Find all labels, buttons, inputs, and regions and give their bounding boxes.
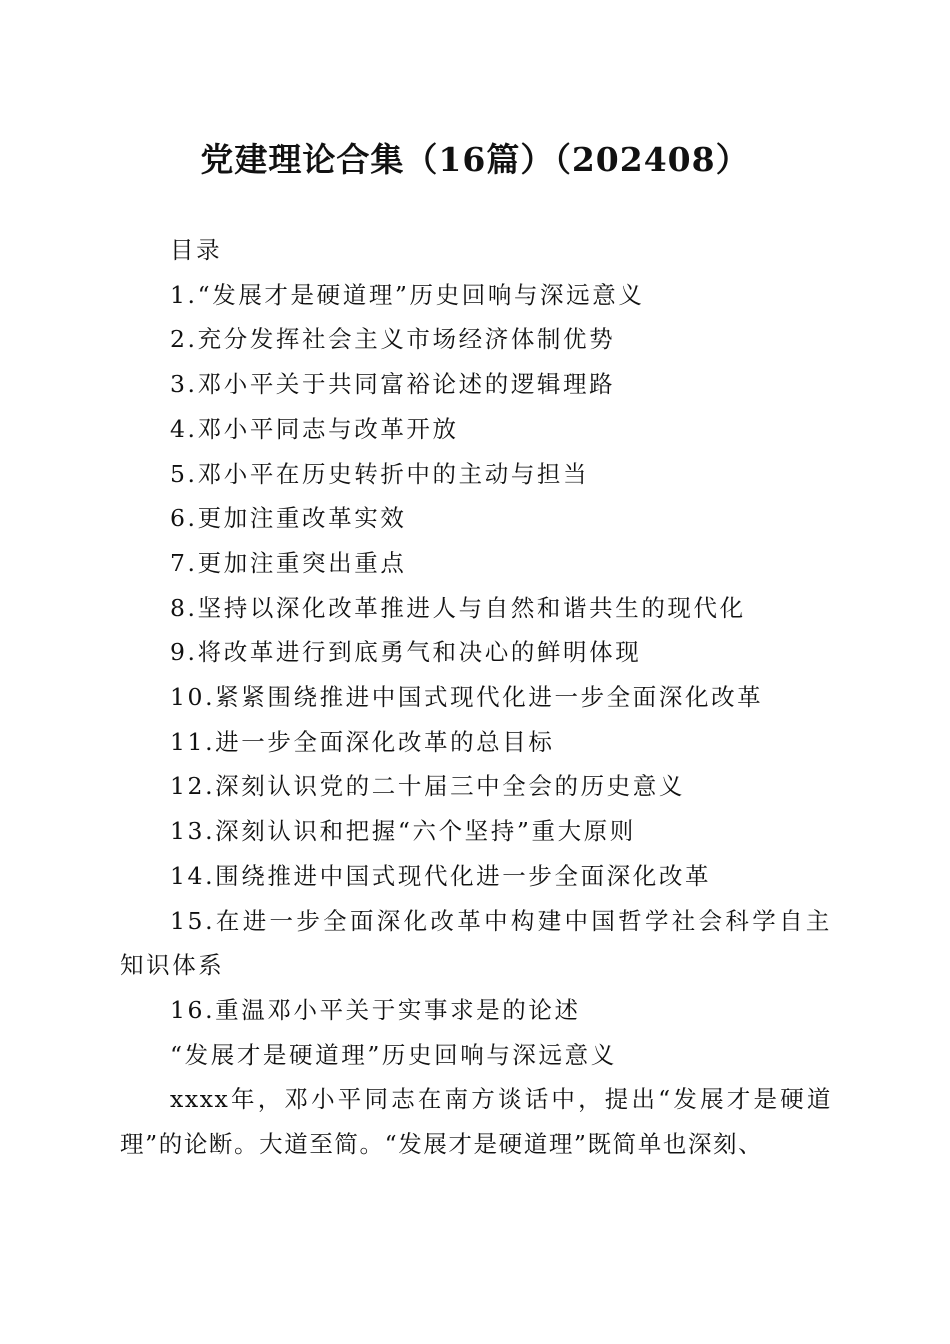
toc-item: 2.充分发挥社会主义市场经济体制优势 (170, 325, 616, 354)
toc-item: 16.重温邓小平关于实事求是的论述 (170, 995, 581, 1024)
toc-item: 15.在进一步全面深化改革中构建中国哲学社会科学自主知识体系 (120, 906, 832, 980)
toc-item: 7.更加注重突出重点 (170, 548, 407, 577)
toc-heading: 目录 (170, 236, 223, 264)
section-heading: “发展才是硬道理”历史回响与深远意义 (170, 1040, 617, 1069)
toc-item: 3.邓小平关于共同富裕论述的逻辑理路 (170, 370, 616, 399)
toc-item: 8.坚持以深化改革推进人与自然和谐共生的现代化 (170, 593, 746, 622)
toc-item: 9.将改革进行到底勇气和决心的鲜明体现 (170, 638, 642, 667)
toc-item: 4.邓小平同志与改革开放 (170, 414, 459, 443)
document-body (120, 228, 832, 1167)
toc-item: 5.邓小平在历史转折中的主动与担当 (170, 459, 590, 488)
toc-item: 1.“发展才是硬道理”历史回响与深远意义 (170, 280, 645, 309)
toc-item: 6.更加注重改革实效 (170, 504, 407, 533)
document-title: 党建理论合集（16篇）（202408） (200, 140, 750, 179)
toc-item: 11.进一步全面深化改革的总目标 (170, 727, 555, 756)
toc-item: 10.紧紧围绕推进中国式现代化进一步全面深化改革 (170, 683, 764, 712)
toc-item: 12.深刻认识党的二十届三中全会的历史意义 (170, 772, 685, 801)
toc-item: 13.深刻认识和把握“六个坚持”重大原则 (170, 817, 636, 846)
toc-item: 14.围绕推进中国式现代化进一步全面深化改革 (170, 861, 712, 890)
body-paragraph: xxxx年，邓小平同志在南方谈话中，提出“发展才是硬道理”的论断。大道至简。“发展才是硬道理”既简单也深刻、 (120, 1085, 832, 1159)
